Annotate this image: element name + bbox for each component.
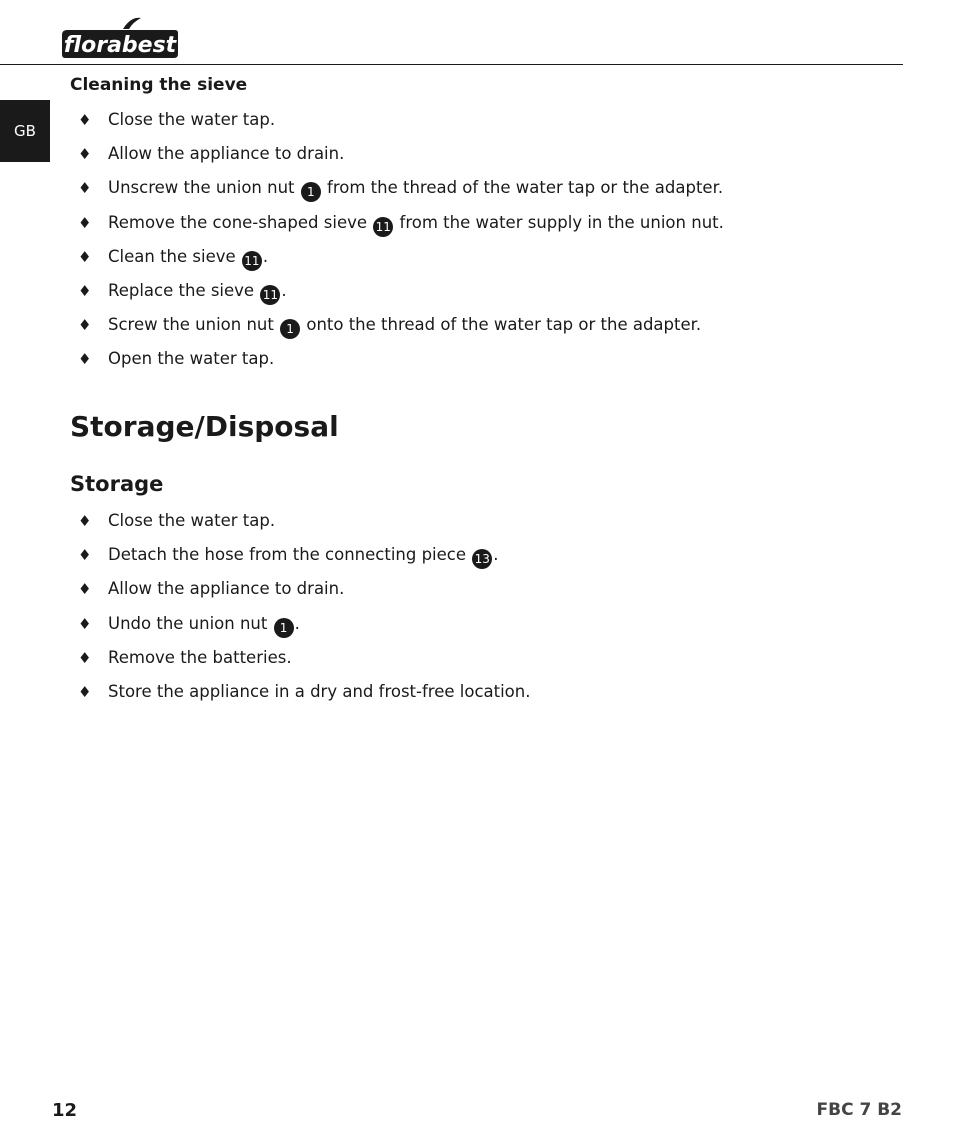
- diamond-bullet-icon: ♦: [78, 683, 92, 701]
- list-item: [0, 682, 900, 716]
- header-rule: [0, 64, 903, 65]
- diamond-bullet-icon: ♦: [78, 213, 92, 232]
- diamond-bullet-icon: ♦: [78, 580, 92, 599]
- list-item: [0, 349, 900, 383]
- diamond-bullet-icon: ♦: [78, 316, 92, 335]
- step-text-after: from the water supply in the union nut.: [394, 212, 724, 232]
- step-text: [108, 281, 287, 305]
- step-text-before: Unscrew the union nut: [108, 178, 300, 198]
- florabest-logo: [61, 14, 179, 60]
- part-number-badge: 1: [274, 618, 294, 638]
- step-text: [108, 579, 344, 599]
- step-text-before: Replace the sieve: [108, 281, 260, 300]
- diamond-bullet-icon: ♦: [78, 350, 92, 369]
- storage-heading: Storage: [70, 472, 164, 496]
- part-number-badge: 11: [242, 251, 262, 271]
- list-item: [0, 511, 900, 545]
- language-tab: GB: [0, 100, 50, 162]
- svg-text:florabest: florabest: [63, 33, 177, 58]
- step-text: [108, 682, 530, 702]
- step-text: [108, 213, 724, 237]
- step-text-before: Close the water tap.: [108, 110, 276, 129]
- list-item: [0, 614, 900, 648]
- step-text-before: Clean the sieve: [108, 246, 241, 266]
- part-number-badge: 1: [280, 319, 300, 339]
- step-text-after: .: [281, 281, 287, 300]
- list-item: [0, 648, 900, 682]
- step-text: [108, 110, 275, 130]
- list-item: [0, 213, 900, 247]
- step-text: [108, 247, 268, 271]
- list-item: [0, 545, 900, 579]
- step-text: [108, 511, 275, 531]
- step-text-before: Undo the union nut: [108, 613, 273, 633]
- step-text-before: Open the water tap.: [108, 349, 275, 369]
- list-item: [0, 579, 900, 613]
- step-text-before: Close the water tap.: [108, 511, 276, 530]
- step-text: [108, 349, 274, 369]
- list-item: [0, 247, 900, 281]
- diamond-bullet-icon: ♦: [78, 247, 92, 266]
- diamond-bullet-icon: ♦: [78, 512, 92, 530]
- step-text: [108, 144, 344, 164]
- step-text-before: Allow the appliance to drain.: [108, 579, 345, 599]
- diamond-bullet-icon: ♦: [78, 648, 92, 667]
- part-number-badge: 13: [472, 549, 492, 569]
- list-item: [0, 178, 900, 212]
- step-text: [108, 648, 292, 668]
- step-text-before: Allow the appliance to drain.: [108, 144, 345, 164]
- storage-disposal-title: Storage/Disposal: [70, 410, 339, 443]
- cleaning-heading: Cleaning the sieve: [70, 75, 248, 95]
- model-number: FBC 7 B2: [816, 1100, 902, 1120]
- step-text: [108, 178, 723, 202]
- list-item: [0, 144, 900, 178]
- step-text-before: Remove the batteries.: [108, 647, 292, 667]
- part-number-badge: 11: [373, 217, 393, 237]
- part-number-badge: 1: [301, 182, 321, 202]
- list-item: [0, 281, 900, 315]
- step-text-before: Store the appliance in a dry and frost-free location.: [108, 682, 531, 701]
- step-text: [108, 545, 499, 569]
- step-text-before: Remove the cone-shaped sieve: [108, 212, 373, 232]
- step-text: [108, 315, 701, 339]
- step-text-before: Detach the hose from the connecting piece: [108, 545, 472, 565]
- part-number-badge: 11: [260, 285, 280, 305]
- step-text-after: onto the thread of the water tap or the adapter.: [301, 315, 702, 335]
- step-text-before: Screw the union nut: [108, 315, 280, 335]
- list-item: [0, 315, 900, 349]
- diamond-bullet-icon: ♦: [78, 614, 92, 633]
- list-item: [0, 110, 900, 144]
- diamond-bullet-icon: ♦: [78, 282, 92, 300]
- diamond-bullet-icon: ♦: [78, 546, 92, 565]
- diamond-bullet-icon: ♦: [78, 179, 92, 198]
- diamond-bullet-icon: ♦: [78, 111, 92, 129]
- page-number: 12: [52, 1100, 78, 1121]
- step-text-after: .: [493, 545, 499, 565]
- step-text-after: .: [262, 246, 269, 266]
- diamond-bullet-icon: ♦: [78, 145, 92, 164]
- step-text-after: from the thread of the water tap or the adapter.: [321, 178, 724, 198]
- step-text-after: .: [294, 613, 300, 633]
- step-text: [108, 614, 300, 638]
